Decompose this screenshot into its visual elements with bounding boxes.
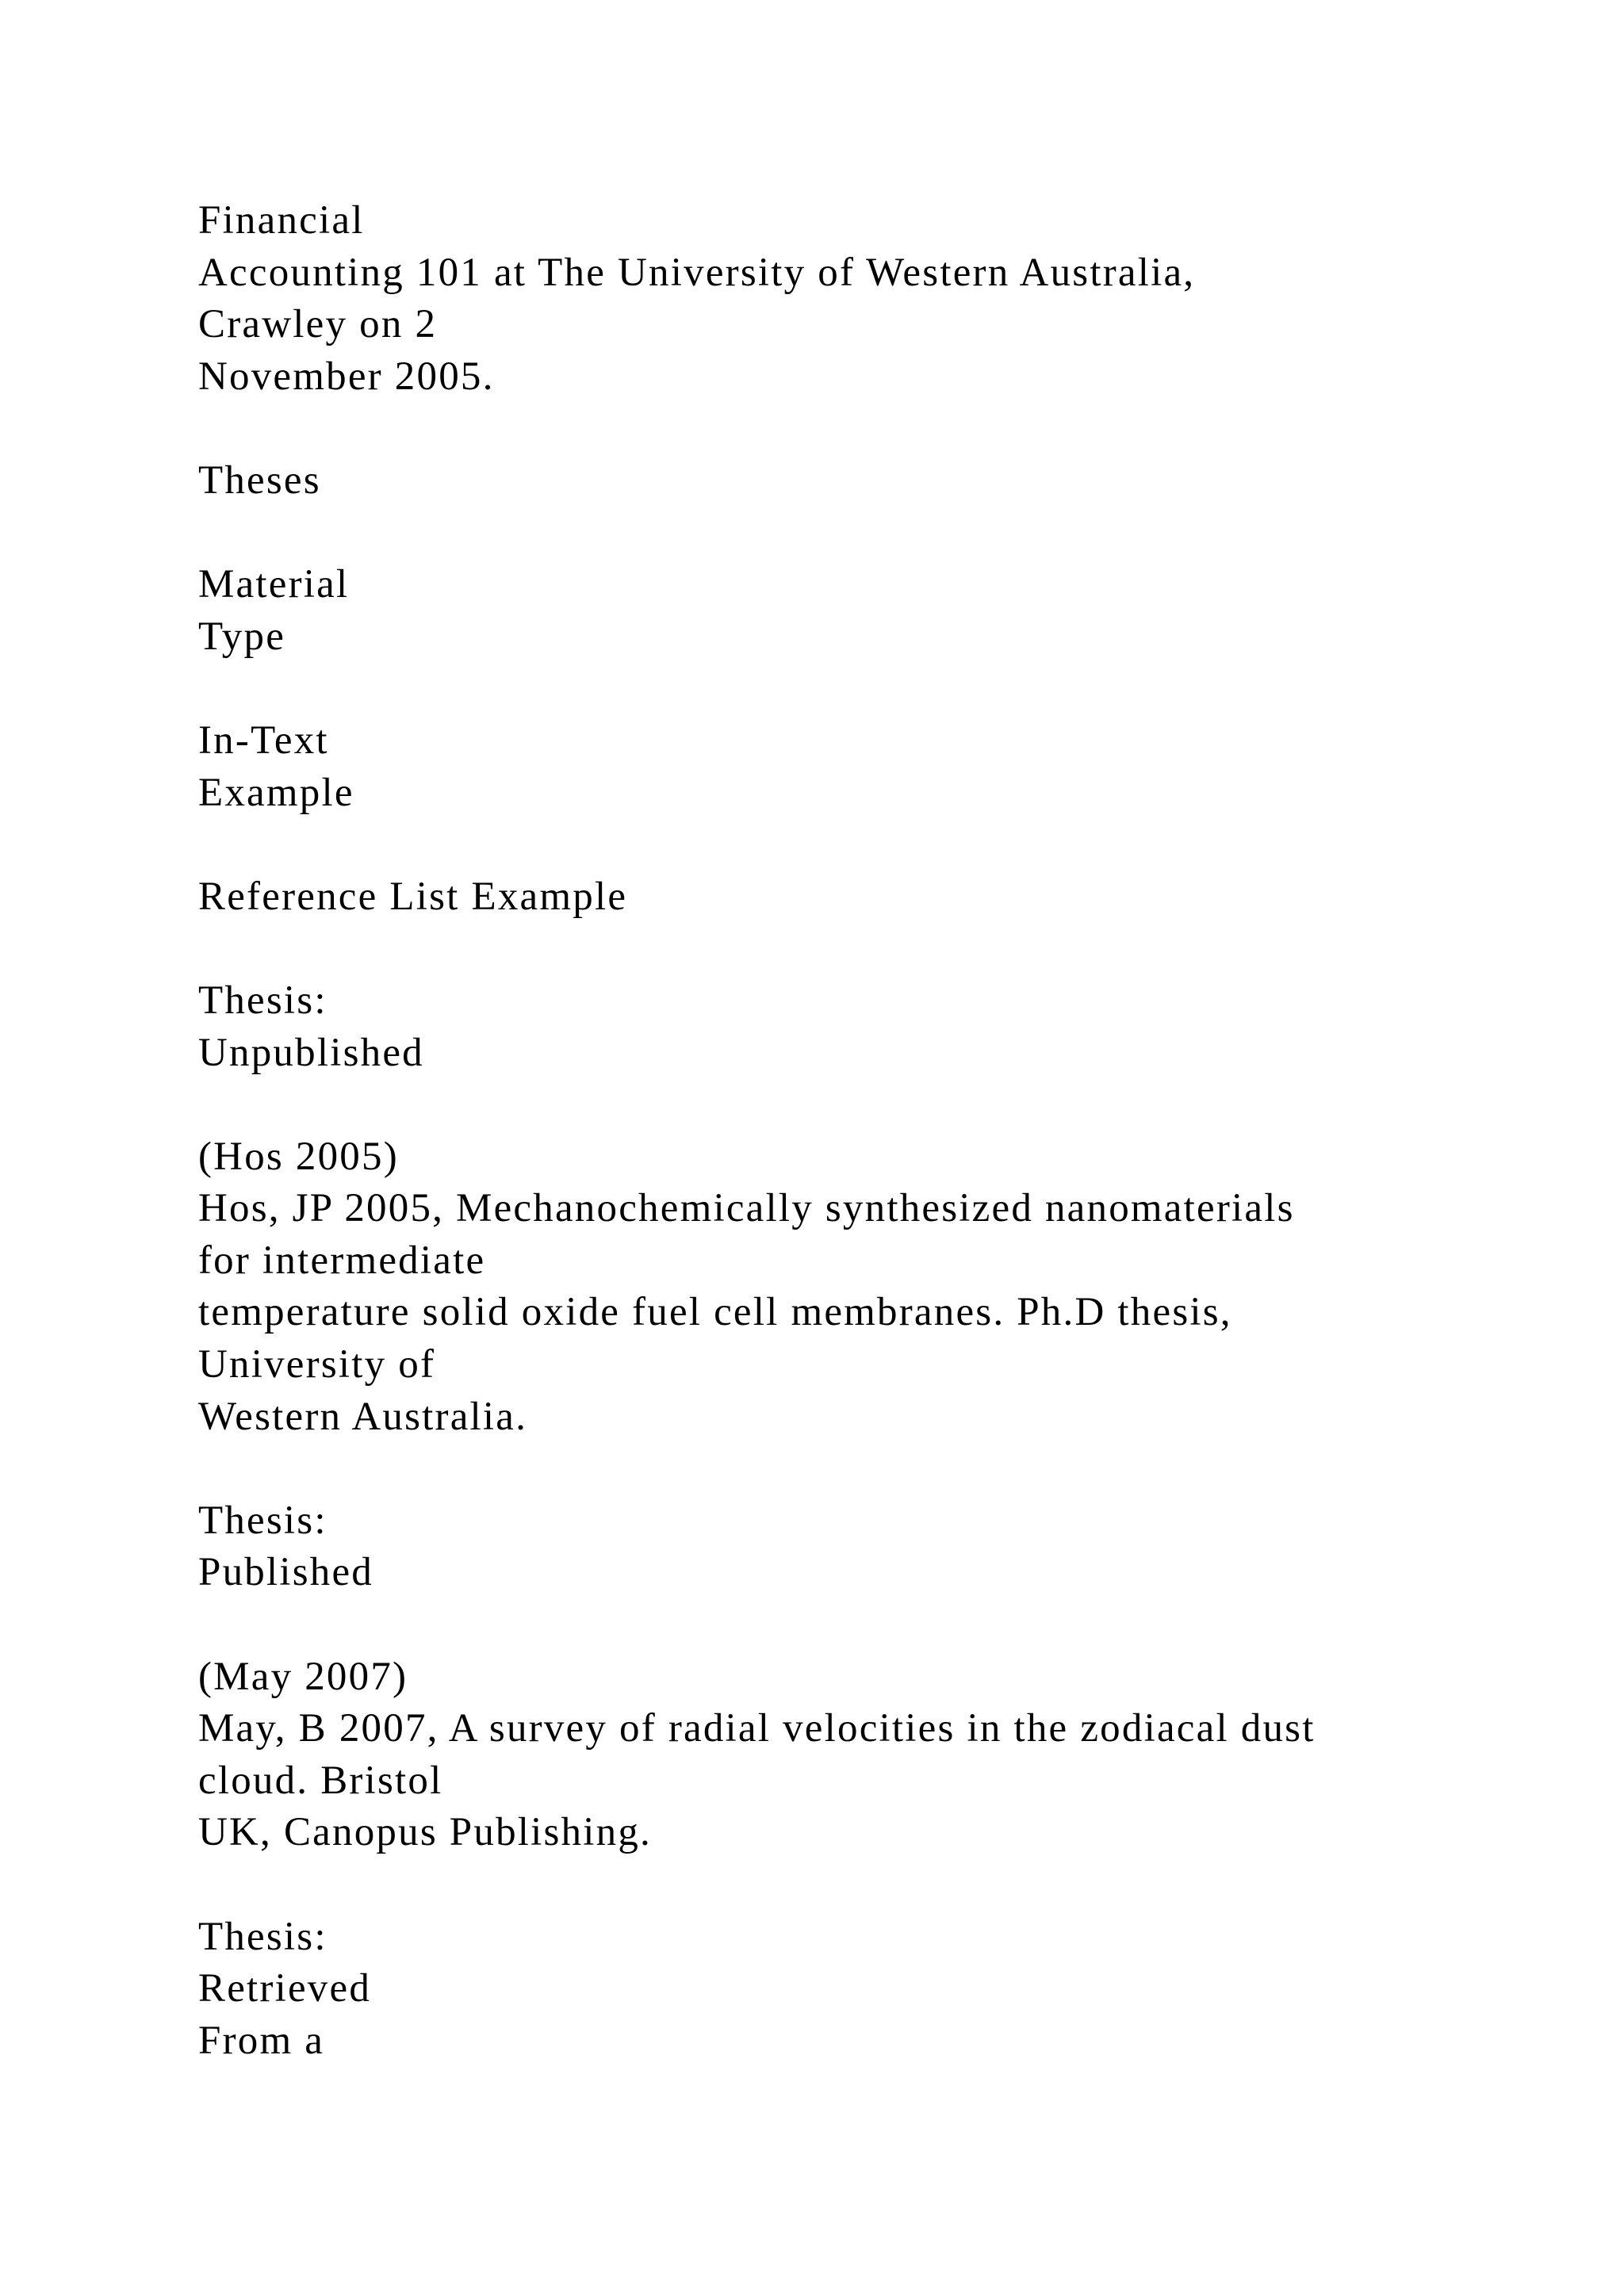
blank-line <box>198 923 1507 975</box>
reference-entry: for intermediate <box>198 1238 486 1283</box>
column-header: Example <box>198 770 354 815</box>
blank-line <box>198 1599 1507 1651</box>
reference-entry: University of <box>198 1342 436 1387</box>
column-header: Reference List Example <box>198 874 628 919</box>
in-text-example: (May 2007) <box>198 1654 408 1699</box>
blank-line <box>198 1443 1507 1495</box>
text-line: Crawley on 2 <box>198 302 438 347</box>
blank-line <box>198 1859 1507 1911</box>
material-type: Thesis: <box>198 1914 327 1959</box>
reference-entry: Western Australia. <box>198 1394 528 1439</box>
text-line: Accounting 101 at The University of Western Australia, <box>198 250 1196 295</box>
reference-entry: cloud. Bristol <box>198 1758 443 1803</box>
blank-line <box>198 819 1507 871</box>
material-type: Published <box>198 1550 373 1595</box>
material-type: From a <box>198 2018 325 2063</box>
document-body <box>198 195 1507 2067</box>
reference-entry: Hos, JP 2005, Mechanochemically synthesized nanomaterials <box>198 1186 1295 1231</box>
reference-entry: UK, Canopus Publishing. <box>198 1810 652 1855</box>
material-type: Thesis: <box>198 978 327 1023</box>
material-type: Unpublished <box>198 1030 424 1075</box>
material-type: Retrieved <box>198 1966 372 2011</box>
column-header: In-Text <box>198 718 329 763</box>
material-type: Thesis: <box>198 1498 327 1543</box>
reference-entry: temperature solid oxide fuel cell membranes. Ph.D thesis, <box>198 1290 1232 1335</box>
column-header: Type <box>198 614 286 659</box>
in-text-example: (Hos 2005) <box>198 1134 399 1179</box>
text-line: November 2005. <box>198 354 495 399</box>
text-line: Financial <box>198 198 365 243</box>
reference-entry: May, B 2007, A survey of radial velocities in the zodiacal dust <box>198 1706 1316 1751</box>
blank-line <box>198 663 1507 715</box>
blank-line <box>198 507 1507 560</box>
column-header: Material <box>198 562 350 607</box>
blank-line <box>198 403 1507 455</box>
blank-line <box>198 1079 1507 1131</box>
section-heading: Theses <box>198 457 321 503</box>
